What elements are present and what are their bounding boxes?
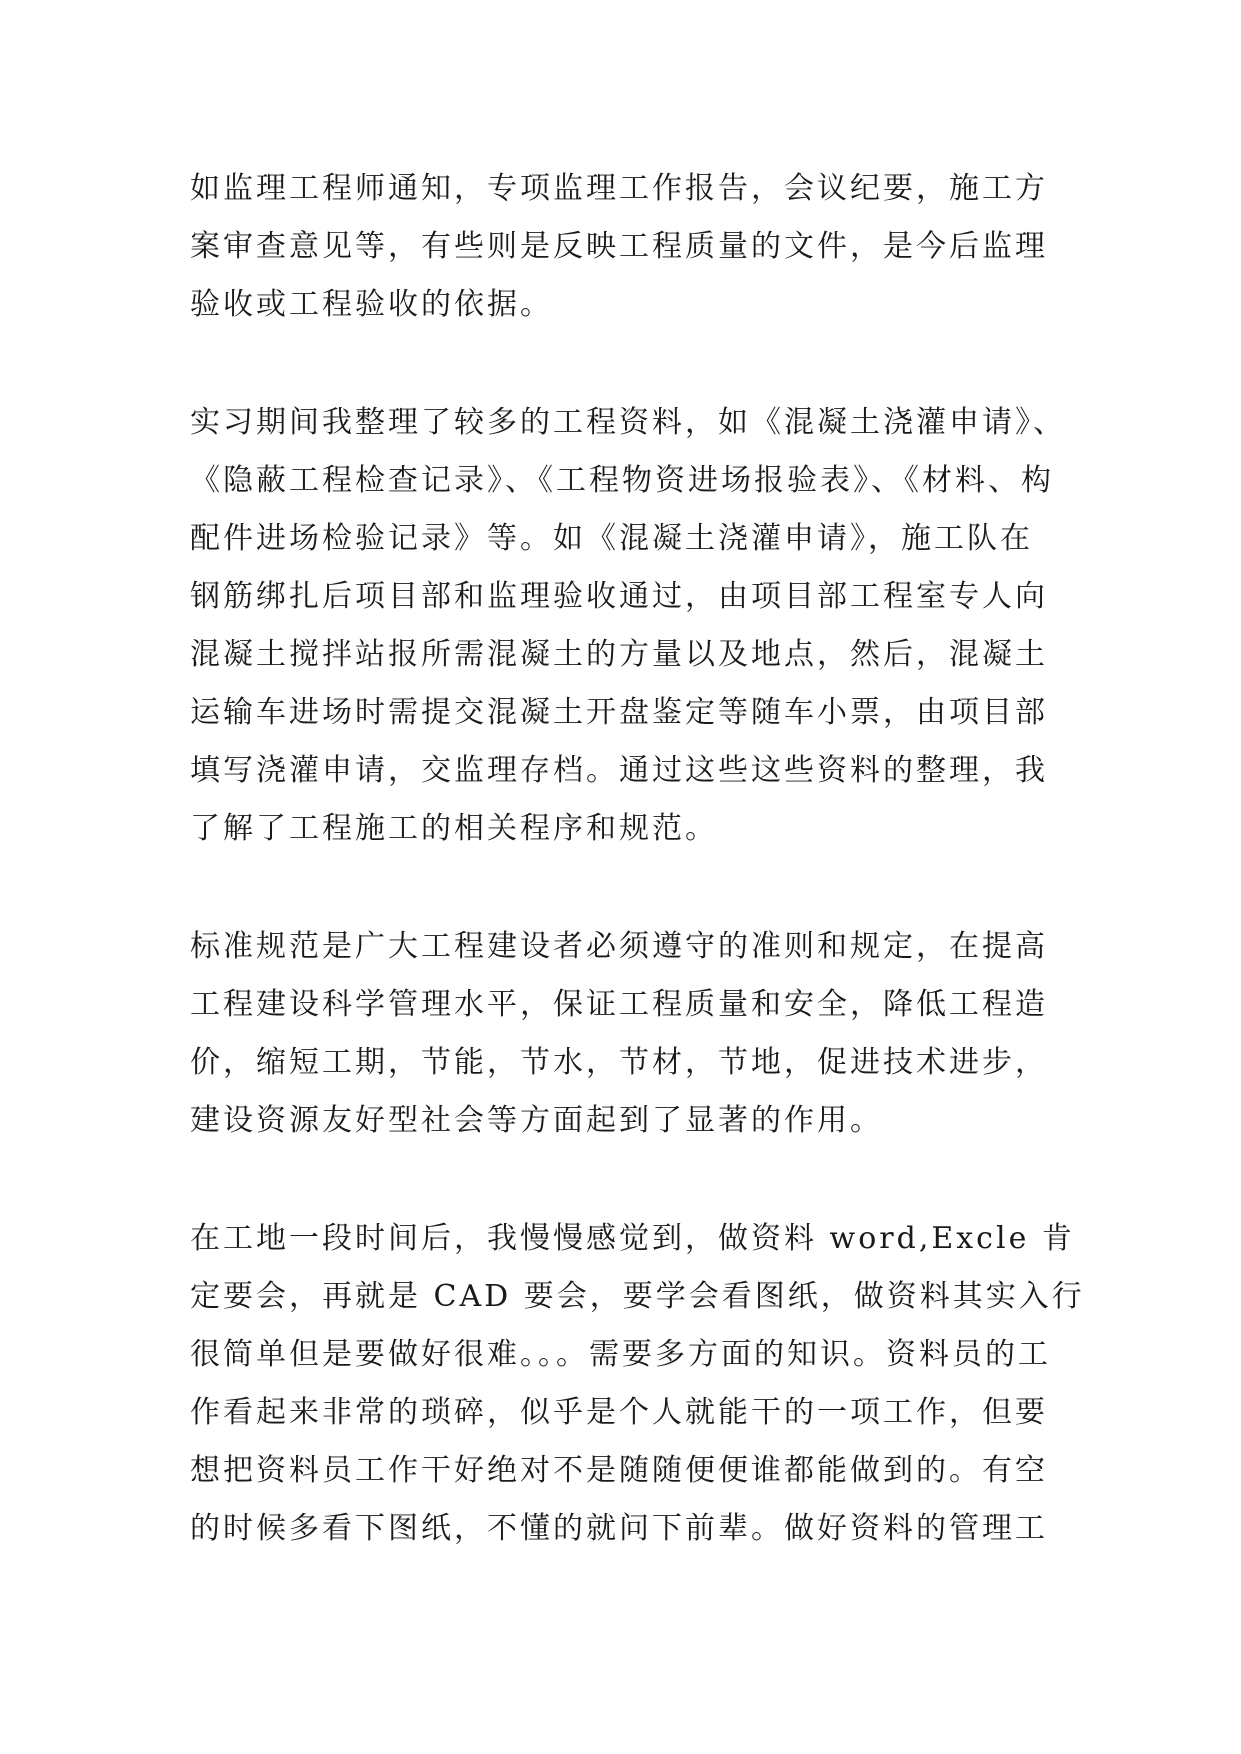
document-body bbox=[190, 160, 1090, 1618]
text-line: 《隐蔽工程检查记录》、《工程物资进场报验表》、《材料、构 bbox=[190, 463, 1054, 498]
text-line: 混凝土搅拌站报所需混凝土的方量以及地点，然后，混凝土 bbox=[190, 637, 1048, 672]
text-line: 建设资源友好型社会等方面起到了显著的作用。 bbox=[190, 1103, 883, 1138]
text-line: 工程建设科学管理水平，保证工程质量和安全，降低工程造 bbox=[190, 987, 1048, 1022]
paragraph-2 bbox=[190, 394, 1090, 858]
text-line: 的时候多看下图纸，不懂的就问下前辈。做好资料的管理工 bbox=[190, 1511, 1048, 1546]
paragraph-3 bbox=[190, 918, 1090, 1150]
text-line: 想把资料员工作干好绝对不是随随便便谁都能做到的。有空 bbox=[190, 1453, 1048, 1488]
text-line: 定要会，再就是 CAD 要会，要学会看图纸，做资料其实入行 bbox=[190, 1279, 1085, 1314]
text-line: 钢筋绑扎后项目部和监理验收通过，由项目部工程室专人向 bbox=[190, 579, 1048, 614]
text-line: 很简单但是要做好很难。。。需要多方面的知识。资料员的工 bbox=[190, 1337, 1051, 1372]
text-line: 配件进场检验记录》等。如《混凝土浇灌申请》，施工队在 bbox=[190, 521, 1033, 556]
text-line: 如监理工程师通知，专项监理工作报告，会议纪要，施工方 bbox=[190, 171, 1048, 206]
text-line: 价，缩短工期，节能，节水，节材，节地，促进技术进步， bbox=[190, 1045, 1048, 1080]
text-line: 填写浇灌申请，交监理存档。通过这些这些资料的整理，我 bbox=[190, 753, 1048, 788]
text-line: 实习期间我整理了较多的工程资料，如《混凝土浇灌申请》、 bbox=[190, 405, 1066, 440]
paragraph-4 bbox=[190, 1210, 1090, 1558]
text-line: 验收或工程验收的依据。 bbox=[190, 287, 553, 322]
text-line: 运输车进场时需提交混凝土开盘鉴定等随车小票，由项目部 bbox=[190, 695, 1048, 730]
paragraph-1 bbox=[190, 160, 1090, 334]
text-line: 了解了工程施工的相关程序和规范。 bbox=[190, 811, 718, 846]
text-line: 标准规范是广大工程建设者必须遵守的准则和规定，在提高 bbox=[190, 929, 1048, 964]
text-line: 作看起来非常的琐碎，似乎是个人就能干的一项工作，但要 bbox=[190, 1395, 1048, 1430]
text-line: 在工地一段时间后，我慢慢感觉到，做资料 word,Excle 肯 bbox=[190, 1221, 1075, 1256]
text-line: 案审查意见等，有些则是反映工程质量的文件，是今后监理 bbox=[190, 229, 1048, 264]
